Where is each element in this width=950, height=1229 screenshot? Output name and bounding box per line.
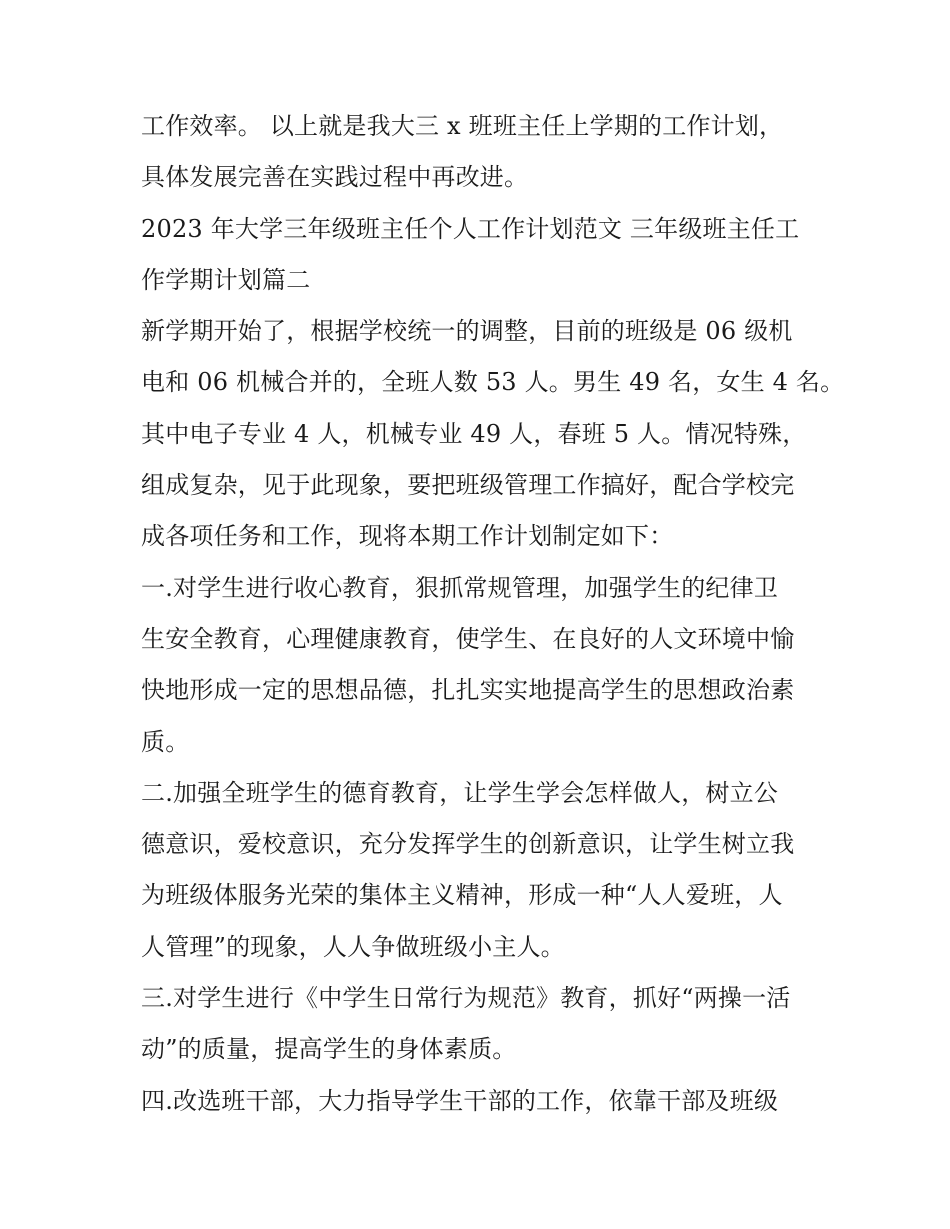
section-heading-line: 2023 年大学三年级班主任个人工作计划范文 三年级班主任工 — [141, 214, 800, 243]
text-line: 质。 — [141, 727, 190, 756]
document-body — [141, 101, 845, 1127]
text-line: 具体发展完善在实践过程中再改进。 — [141, 163, 529, 192]
text-line: 动”的质量，提高学生的身体素质。 — [141, 1035, 517, 1064]
list-item-line: 三.对学生进行《中学生日常行为规范》教育，抓好“两操一活 — [141, 984, 791, 1013]
text-line: 德意识，爱校意识，充分发挥学生的创新意识，让学生树立我 — [141, 830, 795, 859]
text-line: 为班级体服务光荣的集体主义精神，形成一种“人人爱班，人 — [141, 881, 783, 910]
list-item-line: 二.加强全班学生的德育教育，让学生学会怎样做人，树立公 — [141, 778, 779, 807]
text-line: 人管理”的现象，人人争做班级小主人。 — [141, 932, 565, 961]
text-line: 组成复杂，见于此现象，要把班级管理工作搞好，配合学校完 — [141, 471, 795, 500]
text-line: 新学期开始了，根据学校统一的调整，目前的班级是 06 级机 — [141, 317, 793, 346]
list-item-line: 一.对学生进行收心教育，狠抓常规管理，加强学生的纪律卫 — [141, 573, 779, 602]
text-line: 其中电子专业 4 人，机械专业 49 人，春班 5 人。情况特殊， — [141, 419, 807, 448]
text-line: 工作效率。 以上就是我大三 x 班班主任上学期的工作计划， — [141, 112, 784, 140]
text-line: 成各项任务和工作，现将本期工作计划制定如下： — [141, 522, 674, 551]
text-line: 电和 06 机械合并的，全班人数 53 人。男生 49 名，女生 4 名。 — [141, 368, 845, 397]
text-line: 快地形成一定的思想品德，扎扎实实地提高学生的思想政治素 — [141, 676, 795, 705]
section-heading-line: 作学期计划篇二 — [141, 265, 311, 294]
list-item-line: 四.改选班干部，大力指导学生干部的工作，依靠干部及班级 — [141, 1086, 779, 1115]
text-line: 生安全教育，心理健康教育，使学生、在良好的人文环境中愉 — [141, 624, 795, 653]
